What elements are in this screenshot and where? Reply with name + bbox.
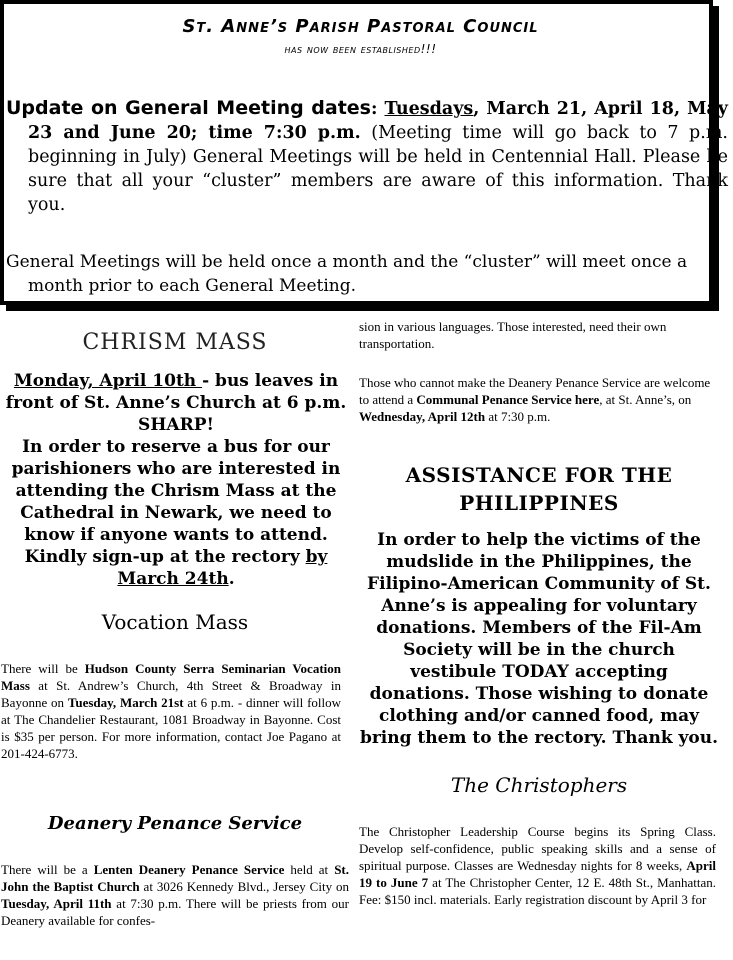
chrism-mass-title: CHRISM MASS [82, 330, 268, 355]
update-heading: Update on General Meeting dates [6, 97, 371, 119]
communal-text-2: , at St. Anne’s, on [599, 392, 692, 407]
deanery-text-4: at 7:30 p.m. There will be priests from our Deanery available for confes- [1, 896, 349, 928]
deanery-penance-body [1, 861, 349, 929]
communal-date: Wednesday, April 12th [359, 409, 486, 424]
vocation-text-3: at 6 p.m. - dinner will follow at The Chandelier Restaurant, 1081 Broadway in Bayonne. Cost is $35 per person. For more information, contact Joe Pagano at 201-424-6773. [1, 695, 342, 761]
chrism-date: Monday, April 10th [13, 371, 203, 391]
deanery-continued: sion in various languages. Those interested, need their own transportation. [359, 319, 667, 351]
communal-text-3: at 7:30 p.m. [485, 409, 551, 424]
council-title: St. Anne’s Parish Pastoral Council [182, 16, 539, 37]
vocation-text-1: There will be [1, 661, 85, 676]
christophers-text-2: at The Christopher Center, 12 E. 48th St., Manhattan. Fee: $150 incl. materials. Early registration discount by April 3 for [359, 875, 717, 907]
vocation-date: Tuesday, March 21st [67, 695, 184, 710]
communal-event-name: Communal Penance Service here [416, 392, 600, 407]
deanery-event-name: Lenten Deanery Penance Service [93, 862, 285, 877]
chrism-end: . [228, 569, 235, 589]
christophers-text-1: The Christopher Leadership Course begins its Spring Class. Develop self-confidence, public speaking skills and a sense of spiritual purpose. Classes are Wednesday nights for 8 weeks, [359, 824, 716, 873]
vocation-text-2: at St. Andrew’s Church, 4th Street & Broadway in Bayonne on [1, 678, 341, 710]
council-subtitle: has now been established!!! [284, 42, 437, 56]
deanery-text-1: There will be a [1, 862, 94, 877]
communal-penance-body [359, 374, 714, 425]
christophers-body [359, 823, 716, 908]
deanery-date: Tuesday, April 11th [1, 896, 112, 911]
vocation-mass-title: Vocation Mass [101, 610, 249, 634]
chrism-bus-info: - bus leaves in front of St. Anne’s Church at 6 p.m. SHARP! [5, 371, 347, 435]
philippines-assistance-body: In order to help the victims of the mudslide in the Philippines, the Filipino-American Community of St. Anne’s is appealing for voluntary donations. Members of the Fil-Am Society will be in the church vestibule TODAY accepting donations. Those wishing to donate clothing and/or canned food, may bring them to the rectory. Thank you. [359, 530, 719, 748]
chrism-mass-body [0, 370, 352, 590]
monthly-meeting-note: General Meetings will be held once a month and the “cluster” will meet once a month prior to each General Meeting. [6, 252, 688, 296]
update-tuesdays: Tuesdays [384, 99, 474, 119]
deanery-church: St. John the Baptist Church [1, 862, 350, 894]
vocation-event-name: Hudson County Serra Seminarian Vocation Mass [1, 661, 341, 693]
communal-text-1: Those who cannot make the Deanery Penance Service are welcome to attend a [359, 375, 711, 407]
deanery-text-3: at 3026 Kennedy Blvd., Jersey City on [139, 879, 349, 894]
chrism-reservation-text: In order to reserve a bus for our parishioners who are interested in attending the Chrism Mass at the Cathedral in Newark, we need to know if anyone wants to attend. Kindly sign-up at the rectory [11, 437, 341, 567]
update-details: (Meeting time will go back to 7 p.m. beginning in July) General Meetings will be held in Centennial Hall. Please be sure that all your “cluster” members are aware of this information. Thank you. [28, 123, 728, 215]
vocation-mass-body [1, 660, 341, 762]
christophers-title: The Christophers [450, 773, 628, 797]
update-dates: , March 21, April 18, May 23 and June 20; time 7:30 p.m. [28, 99, 728, 143]
deanery-penance-title: Deanery Penance Service [47, 813, 303, 834]
christophers-dates: April 19 to June 7 [359, 858, 716, 890]
deanery-text-2: held at [284, 862, 335, 877]
chrism-deadline: by March 24th [117, 547, 328, 589]
update-colon: : [370, 99, 385, 119]
council-announcement-box [0, 0, 728, 305]
meeting-dates-update [6, 96, 728, 217]
philippines-assistance-title: ASSISTANCE FOR THE PHILIPPINES [405, 463, 673, 515]
